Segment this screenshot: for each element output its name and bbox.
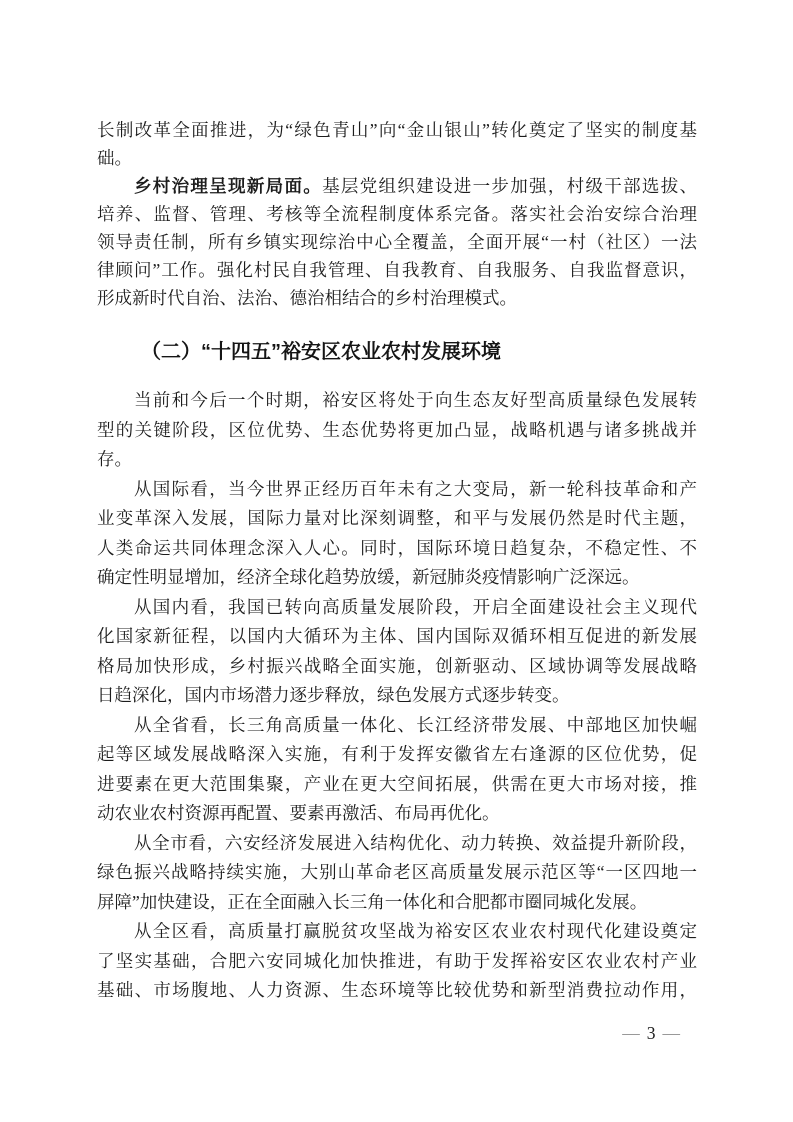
paragraph-province-view: [97, 711, 697, 829]
paragraph-domestic-view: [97, 593, 697, 711]
paragraph-continuation: [97, 116, 697, 172]
text-line: 动农业农村资源再配置、要素再激活、布局再优化。: [97, 803, 500, 823]
page-number-dash-right: —: [662, 1023, 680, 1043]
page-number-value: 3: [646, 1023, 656, 1043]
paragraph-international-view: [97, 475, 697, 593]
paragraph-current-period: [97, 386, 697, 475]
text-line: 存。: [97, 449, 132, 469]
text-line: 形成新时代自治、法治、德治相结合的乡村治理模式。: [97, 288, 517, 308]
text-line: 屏障”加快建设，正在全面融入长三角一体化和合肥都市圈同城化发展。: [97, 891, 648, 912]
text-line: 领导责任制，所有乡镇实现综治中心全覆盖，全面开展“一村（社区）一法: [97, 232, 697, 252]
text-line: 从国际看，当今世界正经历百年未有之大变局，新一轮科技革命和产: [134, 478, 697, 499]
bold-lead-text: 乡村治理呈现新局面。: [134, 176, 323, 196]
text-line: 业变革深入发展，国际力量对比深刻调整，和平与发展仍然是时代主题，: [97, 508, 697, 528]
text-line: 长制改革全面推进，为“绿色青山”向“金山银山”转化奠定了坚实的制度基: [97, 120, 697, 140]
page-number-dash-left: —: [622, 1023, 640, 1043]
text-line: 起等区域发展战略深入实施，有利于发挥安徽省左右逢源的区位优势，促: [97, 744, 697, 764]
text-line: 化国家新征程，以国内大循环为主体、国内国际双循环相互促进的新发展: [97, 626, 697, 646]
text-line: [97, 172, 697, 200]
text-line: 日趋深化，国内市场潜力逐步释放，绿色发展方式逐步转变。: [97, 685, 570, 705]
paragraph-district-view: [97, 917, 697, 1006]
paragraph-rural-governance: [97, 172, 697, 312]
text-line: 进要素在更大范围集聚，产业在更大空间拓展，供需在更大市场对接，推: [97, 773, 697, 794]
text-line: 从国内看，我国已转向高质量发展阶段，开启全面建设社会主义现代: [134, 596, 697, 617]
text-line: 从全市看，六安经济发展进入结构优化、动力转换、效益提升新阶段，: [134, 832, 697, 853]
text-line: 确定性明显增加，经济全球化趋势放缓，新冠肺炎疫情影响广泛深远。: [97, 567, 640, 587]
text-line: 培养、监督、管理、考核等全流程制度体系完备。落实社会治安综合治理: [97, 204, 697, 224]
section-heading: （二）“十四五”裕安区农业农村发展环境: [141, 341, 501, 363]
text-line: 从全区看，高质量打赢脱贫攻坚战为裕安区农业农村现代化建设奠定: [134, 921, 697, 941]
text-line: 律顾问”工作。强化村民自我管理、自我教育、自我服务、自我监督意识，: [97, 260, 697, 280]
text-line: 格局加快形成，乡村振兴战略全面实施，创新驱动、区域协调等发展战略: [97, 655, 697, 676]
text-line: 了坚实基础，合肥六安同城化加快推进，有助于发挥裕安区农业农村产业: [97, 950, 697, 971]
text-line: 型的关键阶段，区位优势、生态优势将更加凸显，战略机遇与诸多挑战并: [97, 419, 697, 440]
text-line: 基础、市场腹地、人力资源、生态环境等比较优势和新型消费拉动作用，: [97, 980, 697, 1000]
text-line: 从全省看，长三角高质量一体化、长江经济带发展、中部地区加快崛: [134, 714, 697, 735]
text-line: 础。: [97, 148, 132, 168]
text-line: 人类命运共同体理念深入人心。同时，国际环境日趋复杂，不稳定性、不: [97, 537, 697, 558]
text-line: 绿色振兴战略持续实施，大别山革命老区高质量发展示范区等“一区四地一: [97, 862, 697, 882]
text-span: 基层党组织建设进一步加强，村级干部选拔、: [322, 176, 698, 196]
paragraph-city-view: [97, 829, 697, 918]
document-body: [97, 116, 697, 1006]
text-line: 当前和今后一个时期，裕安区将处于向生态友好型高质量绿色发展转: [134, 390, 697, 410]
page-number: [622, 1022, 680, 1044]
